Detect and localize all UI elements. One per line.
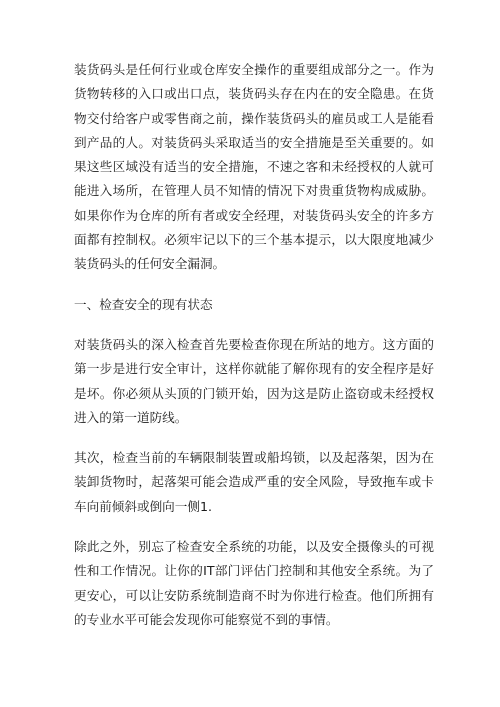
body-paragraph-restraints: 其次，检查当前的车辆限制装置或船坞锁，以及起落架，因为在装卸货物时，起落架可能会造成严重的安全风险，导致拖车或卡车向前倾斜或倒向一侧1. xyxy=(74,450,434,514)
body-paragraph-audit: 对装货码头的深入检查首先要检查你现在所站的地方。这方面的第一步是进行安全审计，这样你就能了解你现有的安全程序是好是坏。你必须从头顶的门锁开始，因为这是防止盗窃或未经授权进入的第一道防线。 xyxy=(74,336,434,425)
body-paragraph-systems: 除此之外，别忘了检查安全系统的功能，以及安全摄像头的可视性和工作情况。让你的IT部门评估门控制和其他安全系统。为了更安心，可以让安防系统制造商不时为你进行检查。他们所拥有的专业水平可能会发现你可能察觉不到的事情。 xyxy=(74,539,434,627)
intro-paragraph: 装货码头是任何行业或仓库安全操作的重要组成部分之一。作为货物转移的入口或出口点，装货码头存在内在的安全隐患。在货物交付给客户或零售商之前，操作装货码头的雇员或工人是能看到产品的人。对装货码头采取适当的安全措施是至关重要的。如果这些区域没有适当的安全措施，不速之客和未经授权的人就可能进入场所，在管理人员不知情的情况下对贵重货物构成威胁。如果你作为仓库的所有者或安全经理，对装货码头安全的许多方面都有控制权。必须牢记以下的三个基本提示，以大限度地减少装货码头的任何安全漏洞。 xyxy=(74,62,434,272)
document-page xyxy=(74,58,434,632)
section-heading: 一、检查安全的现有状态 xyxy=(74,296,213,312)
